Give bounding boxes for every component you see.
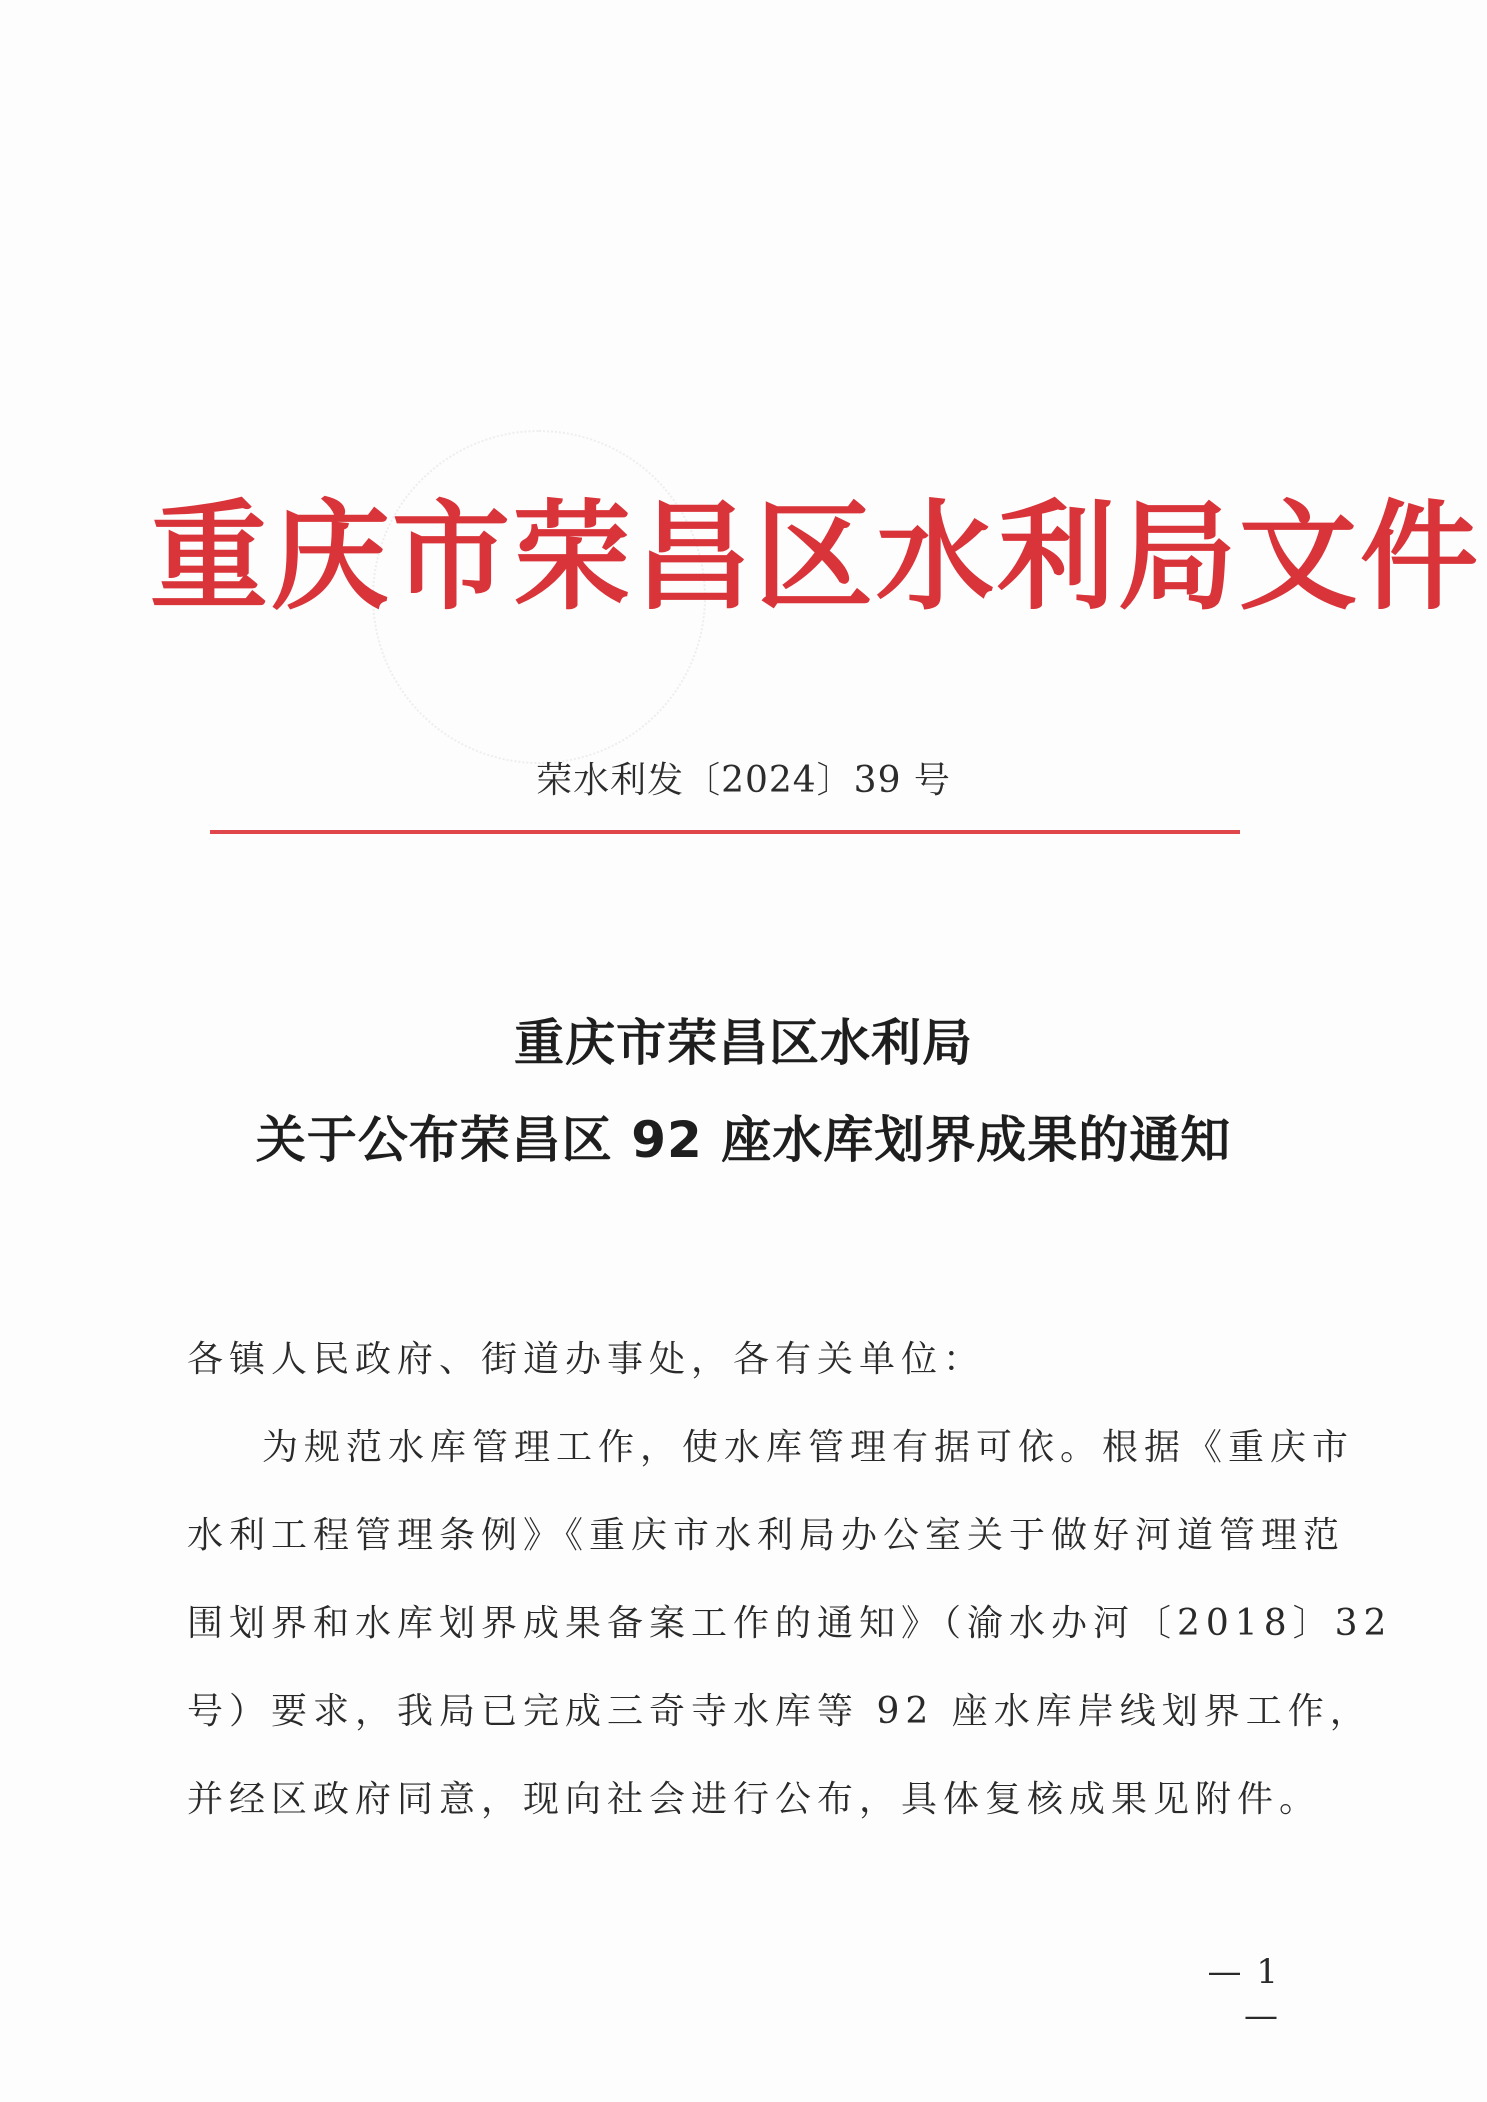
body-line: 围划界和水库划界成果备案工作的通知》（渝水办河〔2018〕32 (187, 1603, 1393, 1644)
document-header-title: 重庆市荣昌区水利局文件 (150, 488, 1482, 626)
salutation: 各镇人民政府、街道办事处，各有关单位： (187, 1339, 986, 1380)
body-line: 为规范水库管理工作，使水库管理有据可依。根据《重庆市 (262, 1427, 1355, 1468)
body-line: 水利工程管理条例》《重庆市水利局办公室关于做好河道管理范 (187, 1515, 1346, 1556)
red-divider-line (210, 830, 1240, 834)
notice-title-line-2: 关于公布荣昌区 92 座水库划界成果的通知 (255, 1111, 1232, 1169)
notice-title-line-1: 重庆市荣昌区水利局 (514, 1014, 973, 1072)
body-line: 号）要求，我局已完成三奇寺水库等 92 座水库岸线划界工作， (187, 1691, 1372, 1732)
body-line: 并经区政府同意，现向社会进行公布，具体复核成果见附件。 (187, 1779, 1322, 1820)
page-number: — 1 — (1207, 1952, 1280, 2036)
document-number: 荣水利发〔2024〕39 号 (536, 760, 951, 801)
